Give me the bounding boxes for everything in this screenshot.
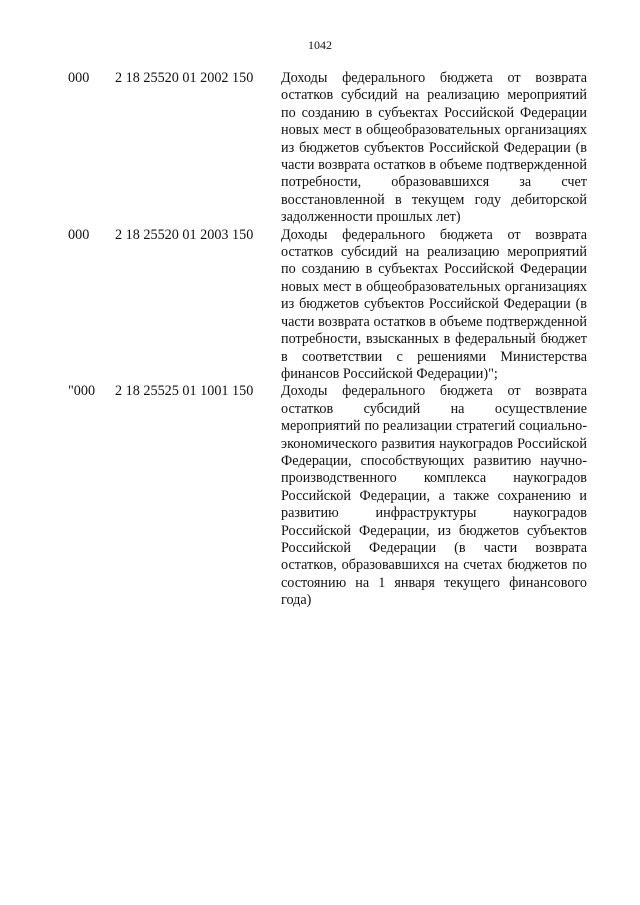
budget-classification-code: 2 18 25520 01 2003 150 <box>115 226 254 243</box>
budget-code-list <box>0 70 640 610</box>
budget-classification-code: 2 18 25525 01 1001 150 <box>115 383 254 400</box>
income-description: Доходы федерального бюджета от возврата остатков субсидий на осуществление мероприятий по реализации стратегий социально-экономического развития наукоградов Российской Федерации, способствующих развитию научно-производственного комплекса наукоградов Российской Федерации, а также сохранению и развитию инфраструктуры наукоградов Российской Федерации, из бюджетов субъектов Российской Федерации (в части возврата остатков, образовавшихся на счетах бюджетов по состоянию на 1 января текущего финансового года) <box>281 383 587 609</box>
budget-code-entry <box>0 70 640 227</box>
administrator-code: 000 <box>68 70 90 86</box>
budget-code-entry <box>0 383 640 609</box>
page-number: 1042 <box>308 38 332 52</box>
budget-code-entry <box>0 227 640 384</box>
administrator-code: "000 <box>68 383 96 400</box>
income-description: Доходы федерального бюджета от возврата остатков субсидий на реализацию мероприятий по созданию в субъектах Российской Федерации новых мест в общеобразовательных организациях из бюджетов субъектов Российской Федерации (в части возврата остатков в объеме подтвержденной потребности, взысканных в федеральный бюджет в соответствии с решениями Министерства финансов Российской Федерации)"; <box>281 226 587 382</box>
income-description: Доходы федерального бюджета от возврата остатков субсидий на реализацию мероприятий по созданию в субъектах Российской Федерации новых мест в общеобразовательных организациях из бюджетов субъектов Российской Федерации (в части возврата остатков в объеме подтвержденной потребности, образовавшихся за счет восстановленной в текущем году дебиторской задолженности прошлых лет) <box>281 70 587 226</box>
budget-classification-code: 2 18 25520 01 2002 150 <box>115 70 254 86</box>
administrator-code: 000 <box>68 226 90 243</box>
